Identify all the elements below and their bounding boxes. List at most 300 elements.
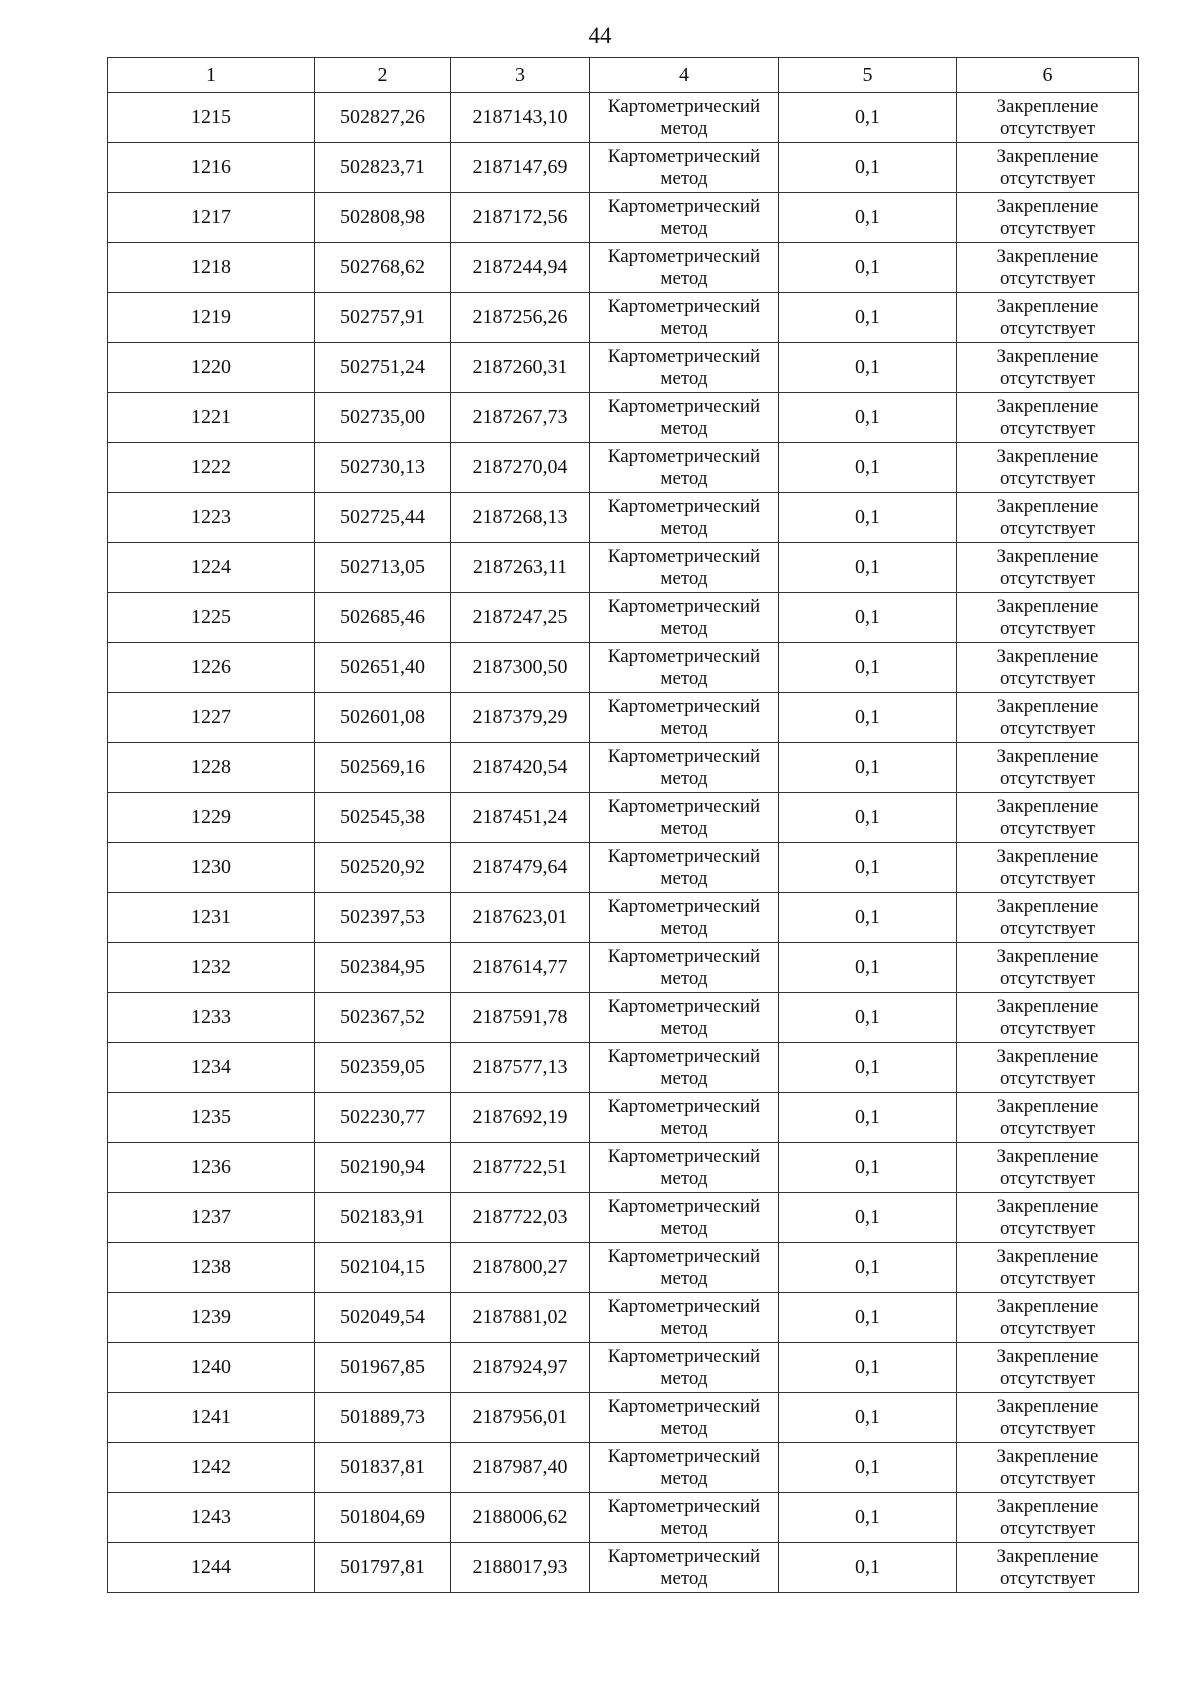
- fixing-cell: [957, 943, 1139, 993]
- table-row: [108, 293, 1139, 343]
- fixing-cell: [957, 1493, 1139, 1543]
- table-row: [108, 543, 1139, 593]
- fixing-cell-line-1: Закрепление: [996, 145, 1099, 167]
- method-cell-line-1: Картометрический: [607, 145, 761, 167]
- fixing-cell-line-1: Закрепление: [996, 1245, 1099, 1267]
- y-coordinate-cell: 2187260,31: [451, 343, 590, 393]
- accuracy-cell: 0,1: [779, 543, 957, 593]
- point-number-cell: 1230: [108, 843, 315, 893]
- method-cell: [590, 1393, 779, 1443]
- method-cell-line-2: метод: [660, 867, 708, 889]
- method-cell-line-2: метод: [660, 817, 708, 839]
- method-cell-line-1: Картометрический: [607, 345, 761, 367]
- method-cell-line-1: Картометрический: [607, 195, 761, 217]
- y-coordinate-cell: 2187451,24: [451, 793, 590, 843]
- column-header-2: 2: [315, 58, 451, 93]
- x-coordinate-cell: 502757,91: [315, 293, 451, 343]
- method-cell-line-1: Картометрический: [607, 1145, 761, 1167]
- table-row: [108, 493, 1139, 543]
- accuracy-cell: 0,1: [779, 93, 957, 143]
- fixing-cell-line-1: Закрепление: [996, 95, 1099, 117]
- method-cell-line-2: метод: [660, 1367, 708, 1389]
- y-coordinate-cell: 2187263,11: [451, 543, 590, 593]
- method-cell-line-2: метод: [660, 667, 708, 689]
- point-number-cell: 1229: [108, 793, 315, 843]
- fixing-cell-line-1: Закрепление: [996, 695, 1099, 717]
- fixing-cell-line-1: Закрепление: [996, 195, 1099, 217]
- fixing-cell-line-2: отсутствует: [999, 617, 1096, 639]
- fixing-cell-line-2: отсутствует: [999, 1417, 1096, 1439]
- column-header-1: 1: [108, 58, 315, 93]
- point-number-cell: 1227: [108, 693, 315, 743]
- fixing-cell-line-1: Закрепление: [996, 545, 1099, 567]
- method-cell-line-1: Картометрический: [607, 1345, 761, 1367]
- method-cell-line-2: метод: [660, 1217, 708, 1239]
- point-number-cell: 1235: [108, 1093, 315, 1143]
- coordinates-table: [107, 57, 1139, 1593]
- method-cell: [590, 993, 779, 1043]
- table-row: [108, 1293, 1139, 1343]
- method-cell: [590, 1443, 779, 1493]
- method-cell-line-1: Картометрический: [607, 1195, 761, 1217]
- method-cell: [590, 793, 779, 843]
- method-cell-line-1: Картометрический: [607, 845, 761, 867]
- method-cell-line-1: Картометрический: [607, 1045, 761, 1067]
- method-cell-line-1: Картометрический: [607, 295, 761, 317]
- table-row: [108, 393, 1139, 443]
- method-cell-line-2: метод: [660, 467, 708, 489]
- accuracy-cell: 0,1: [779, 893, 957, 943]
- point-number-cell: 1244: [108, 1543, 315, 1593]
- point-number-cell: 1223: [108, 493, 315, 543]
- x-coordinate-cell: 502685,46: [315, 593, 451, 643]
- fixing-cell-line-2: отсутствует: [999, 1217, 1096, 1239]
- method-cell: [590, 493, 779, 543]
- method-cell-line-1: Картометрический: [607, 745, 761, 767]
- fixing-cell: [957, 293, 1139, 343]
- table-row: [108, 693, 1139, 743]
- table-row: [108, 1443, 1139, 1493]
- method-cell-line-1: Картометрический: [607, 395, 761, 417]
- y-coordinate-cell: 2187722,03: [451, 1193, 590, 1243]
- table-row: [108, 1343, 1139, 1393]
- x-coordinate-cell: 502768,62: [315, 243, 451, 293]
- table-row: [108, 343, 1139, 393]
- method-cell-line-2: метод: [660, 217, 708, 239]
- x-coordinate-cell: 502230,77: [315, 1093, 451, 1143]
- fixing-cell-line-2: отсутствует: [999, 317, 1096, 339]
- method-cell-line-2: метод: [660, 717, 708, 739]
- fixing-cell: [957, 1443, 1139, 1493]
- fixing-cell-line-1: Закрепление: [996, 395, 1099, 417]
- accuracy-cell: 0,1: [779, 1093, 957, 1143]
- fixing-cell-line-1: Закрепление: [996, 1195, 1099, 1217]
- fixing-cell-line-2: отсутствует: [999, 117, 1096, 139]
- method-cell-line-2: метод: [660, 1117, 708, 1139]
- method-cell-line-1: Картометрический: [607, 1395, 761, 1417]
- fixing-cell: [957, 1193, 1139, 1243]
- fixing-cell-line-1: Закрепление: [996, 1545, 1099, 1567]
- accuracy-cell: 0,1: [779, 743, 957, 793]
- method-cell-line-1: Картометрический: [607, 1295, 761, 1317]
- table-body: [108, 93, 1139, 1593]
- accuracy-cell: 0,1: [779, 1443, 957, 1493]
- y-coordinate-cell: 2187172,56: [451, 193, 590, 243]
- fixing-cell-line-2: отсутствует: [999, 567, 1096, 589]
- point-number-cell: 1239: [108, 1293, 315, 1343]
- method-cell-line-1: Картометрический: [607, 1245, 761, 1267]
- y-coordinate-cell: 2187479,64: [451, 843, 590, 893]
- method-cell: [590, 1043, 779, 1093]
- fixing-cell-line-1: Закрепление: [996, 1045, 1099, 1067]
- fixing-cell-line-2: отсутствует: [999, 467, 1096, 489]
- method-cell-line-2: метод: [660, 767, 708, 789]
- method-cell-line-1: Картометрический: [607, 945, 761, 967]
- x-coordinate-cell: 502735,00: [315, 393, 451, 443]
- y-coordinate-cell: 2187143,10: [451, 93, 590, 143]
- method-cell-line-2: метод: [660, 517, 708, 539]
- x-coordinate-cell: 502190,94: [315, 1143, 451, 1193]
- fixing-cell: [957, 1043, 1139, 1093]
- method-cell-line-1: Картометрический: [607, 895, 761, 917]
- column-header-6: 6: [957, 58, 1139, 93]
- fixing-cell: [957, 643, 1139, 693]
- fixing-cell-line-2: отсутствует: [999, 1317, 1096, 1339]
- fixing-cell-line-2: отсутствует: [999, 1517, 1096, 1539]
- accuracy-cell: 0,1: [779, 293, 957, 343]
- column-header-4: 4: [590, 58, 779, 93]
- method-cell: [590, 93, 779, 143]
- fixing-cell-line-1: Закрепление: [996, 995, 1099, 1017]
- method-cell-line-2: метод: [660, 1267, 708, 1289]
- x-coordinate-cell: 502713,05: [315, 543, 451, 593]
- x-coordinate-cell: 501967,85: [315, 1343, 451, 1393]
- y-coordinate-cell: 2187881,02: [451, 1293, 590, 1343]
- table-row: [108, 1393, 1139, 1443]
- column-header-3: 3: [451, 58, 590, 93]
- header-row: [108, 58, 1139, 93]
- y-coordinate-cell: 2187268,13: [451, 493, 590, 543]
- accuracy-cell: 0,1: [779, 643, 957, 693]
- fixing-cell-line-1: Закрепление: [996, 1095, 1099, 1117]
- page-number: 44: [588, 23, 612, 48]
- method-cell: [590, 293, 779, 343]
- accuracy-cell: 0,1: [779, 1293, 957, 1343]
- method-cell-line-1: Картометрический: [607, 595, 761, 617]
- y-coordinate-cell: 2187247,25: [451, 593, 590, 643]
- method-cell: [590, 1143, 779, 1193]
- y-coordinate-cell: 2187924,97: [451, 1343, 590, 1393]
- fixing-cell: [957, 93, 1139, 143]
- accuracy-cell: 0,1: [779, 1393, 957, 1443]
- y-coordinate-cell: 2188017,93: [451, 1543, 590, 1593]
- table-row: [108, 743, 1139, 793]
- table-row: [108, 943, 1139, 993]
- fixing-cell-line-2: отсутствует: [999, 717, 1096, 739]
- y-coordinate-cell: 2187420,54: [451, 743, 590, 793]
- fixing-cell-line-1: Закрепление: [996, 345, 1099, 367]
- fixing-cell-line-2: отсутствует: [999, 367, 1096, 389]
- method-cell-line-2: метод: [660, 1017, 708, 1039]
- y-coordinate-cell: 2187244,94: [451, 243, 590, 293]
- method-cell: [590, 193, 779, 243]
- table-row: [108, 1093, 1139, 1143]
- x-coordinate-cell: 501804,69: [315, 1493, 451, 1543]
- fixing-cell-line-2: отсутствует: [999, 1017, 1096, 1039]
- x-coordinate-cell: 502601,08: [315, 693, 451, 743]
- fixing-cell-line-1: Закрепление: [996, 795, 1099, 817]
- point-number-cell: 1243: [108, 1493, 315, 1543]
- x-coordinate-cell: 502545,38: [315, 793, 451, 843]
- x-coordinate-cell: 502359,05: [315, 1043, 451, 1093]
- fixing-cell-line-1: Закрепление: [996, 1145, 1099, 1167]
- method-cell: [590, 1493, 779, 1543]
- point-number-cell: 1226: [108, 643, 315, 693]
- fixing-cell-line-1: Закрепление: [996, 945, 1099, 967]
- y-coordinate-cell: 2187267,73: [451, 393, 590, 443]
- accuracy-cell: 0,1: [779, 343, 957, 393]
- accuracy-cell: 0,1: [779, 393, 957, 443]
- x-coordinate-cell: 502823,71: [315, 143, 451, 193]
- method-cell-line-2: метод: [660, 1317, 708, 1339]
- fixing-cell: [957, 593, 1139, 643]
- method-cell-line-1: Картометрический: [607, 1445, 761, 1467]
- method-cell-line-1: Картометрический: [607, 445, 761, 467]
- fixing-cell-line-2: отсутствует: [999, 267, 1096, 289]
- fixing-cell-line-1: Закрепление: [996, 1495, 1099, 1517]
- fixing-cell-line-2: отсутствует: [999, 1567, 1096, 1589]
- fixing-cell: [957, 493, 1139, 543]
- table-row: [108, 443, 1139, 493]
- fixing-cell-line-2: отсутствует: [999, 1067, 1096, 1089]
- point-number-cell: 1232: [108, 943, 315, 993]
- method-cell-line-2: метод: [660, 367, 708, 389]
- fixing-cell-line-2: отсутствует: [999, 167, 1096, 189]
- point-number-cell: 1234: [108, 1043, 315, 1093]
- method-cell-line-1: Картометрический: [607, 795, 761, 817]
- method-cell-line-1: Картометрический: [607, 1095, 761, 1117]
- fixing-cell-line-2: отсутствует: [999, 817, 1096, 839]
- point-number-cell: 1220: [108, 343, 315, 393]
- method-cell: [590, 943, 779, 993]
- fixing-cell-line-2: отсутствует: [999, 1467, 1096, 1489]
- y-coordinate-cell: 2187577,13: [451, 1043, 590, 1093]
- fixing-cell: [957, 143, 1139, 193]
- table-row: [108, 893, 1139, 943]
- method-cell: [590, 1293, 779, 1343]
- method-cell: [590, 1243, 779, 1293]
- accuracy-cell: 0,1: [779, 693, 957, 743]
- fixing-cell-line-1: Закрепление: [996, 595, 1099, 617]
- fixing-cell-line-2: отсутствует: [999, 417, 1096, 439]
- method-cell-line-1: Картометрический: [607, 1495, 761, 1517]
- x-coordinate-cell: 502808,98: [315, 193, 451, 243]
- y-coordinate-cell: 2187270,04: [451, 443, 590, 493]
- fixing-cell: [957, 1293, 1139, 1343]
- method-cell: [590, 693, 779, 743]
- fixing-cell-line-2: отсутствует: [999, 1167, 1096, 1189]
- method-cell-line-2: метод: [660, 1067, 708, 1089]
- method-cell: [590, 343, 779, 393]
- point-number-cell: 1218: [108, 243, 315, 293]
- method-cell-line-1: Картометрический: [607, 695, 761, 717]
- fixing-cell-line-2: отсутствует: [999, 517, 1096, 539]
- method-cell-line-1: Картометрический: [607, 645, 761, 667]
- point-number-cell: 1241: [108, 1393, 315, 1443]
- fixing-cell-line-1: Закрепление: [996, 895, 1099, 917]
- y-coordinate-cell: 2187692,19: [451, 1093, 590, 1143]
- method-cell-line-1: Картометрический: [607, 545, 761, 567]
- accuracy-cell: 0,1: [779, 193, 957, 243]
- table-row: [108, 843, 1139, 893]
- method-cell-line-2: метод: [660, 267, 708, 289]
- table-row: [108, 1143, 1139, 1193]
- x-coordinate-cell: 501889,73: [315, 1393, 451, 1443]
- table-row: [108, 93, 1139, 143]
- fixing-cell: [957, 743, 1139, 793]
- fixing-cell-line-1: Закрепление: [996, 295, 1099, 317]
- method-cell: [590, 443, 779, 493]
- fixing-cell-line-1: Закрепление: [996, 1445, 1099, 1467]
- fixing-cell: [957, 1543, 1139, 1593]
- method-cell-line-2: метод: [660, 617, 708, 639]
- y-coordinate-cell: 2187623,01: [451, 893, 590, 943]
- point-number-cell: 1242: [108, 1443, 315, 1493]
- fixing-cell-line-2: отсутствует: [999, 767, 1096, 789]
- method-cell: [590, 743, 779, 793]
- method-cell-line-1: Картометрический: [607, 245, 761, 267]
- method-cell-line-2: метод: [660, 917, 708, 939]
- table-row: [108, 1493, 1139, 1543]
- point-number-cell: 1238: [108, 1243, 315, 1293]
- method-cell-line-1: Картометрический: [607, 495, 761, 517]
- fixing-cell: [957, 243, 1139, 293]
- fixing-cell-line-1: Закрепление: [996, 245, 1099, 267]
- fixing-cell-line-1: Закрепление: [996, 1395, 1099, 1417]
- fixing-cell: [957, 393, 1139, 443]
- method-cell-line-2: метод: [660, 1567, 708, 1589]
- point-number-cell: 1216: [108, 143, 315, 193]
- point-number-cell: 1240: [108, 1343, 315, 1393]
- method-cell-line-2: метод: [660, 967, 708, 989]
- accuracy-cell: 0,1: [779, 793, 957, 843]
- fixing-cell-line-2: отсутствует: [999, 967, 1096, 989]
- fixing-cell: [957, 193, 1139, 243]
- fixing-cell: [957, 1343, 1139, 1393]
- method-cell-line-1: Картометрический: [607, 1545, 761, 1567]
- y-coordinate-cell: 2187800,27: [451, 1243, 590, 1293]
- x-coordinate-cell: 502730,13: [315, 443, 451, 493]
- y-coordinate-cell: 2187956,01: [451, 1393, 590, 1443]
- x-coordinate-cell: 502397,53: [315, 893, 451, 943]
- y-coordinate-cell: 2187722,51: [451, 1143, 590, 1193]
- point-number-cell: 1231: [108, 893, 315, 943]
- accuracy-cell: 0,1: [779, 1193, 957, 1243]
- method-cell-line-1: Картометрический: [607, 995, 761, 1017]
- x-coordinate-cell: 502569,16: [315, 743, 451, 793]
- column-header-5: 5: [779, 58, 957, 93]
- y-coordinate-cell: 2187379,29: [451, 693, 590, 743]
- table-row: [108, 993, 1139, 1043]
- x-coordinate-cell: 502751,24: [315, 343, 451, 393]
- accuracy-cell: 0,1: [779, 943, 957, 993]
- x-coordinate-cell: 502651,40: [315, 643, 451, 693]
- table-row: [108, 643, 1139, 693]
- table-row: [108, 1243, 1139, 1293]
- method-cell-line-2: метод: [660, 567, 708, 589]
- point-number-cell: 1219: [108, 293, 315, 343]
- fixing-cell-line-1: Закрепление: [996, 1345, 1099, 1367]
- table-row: [108, 193, 1139, 243]
- table-row: [108, 793, 1139, 843]
- fixing-cell-line-2: отсутствует: [999, 1267, 1096, 1289]
- fixing-cell-line-1: Закрепление: [996, 745, 1099, 767]
- fixing-cell: [957, 443, 1139, 493]
- fixing-cell: [957, 1243, 1139, 1293]
- accuracy-cell: 0,1: [779, 1143, 957, 1193]
- method-cell-line-2: метод: [660, 417, 708, 439]
- fixing-cell: [957, 1393, 1139, 1443]
- point-number-cell: 1221: [108, 393, 315, 443]
- point-number-cell: 1236: [108, 1143, 315, 1193]
- y-coordinate-cell: 2187591,78: [451, 993, 590, 1043]
- accuracy-cell: 0,1: [779, 143, 957, 193]
- method-cell-line-2: метод: [660, 1517, 708, 1539]
- fixing-cell-line-2: отсутствует: [999, 867, 1096, 889]
- fixing-cell: [957, 693, 1139, 743]
- table-row: [108, 1543, 1139, 1593]
- method-cell: [590, 1343, 779, 1393]
- fixing-cell-line-1: Закрепление: [996, 845, 1099, 867]
- fixing-cell: [957, 543, 1139, 593]
- fixing-cell-line-1: Закрепление: [996, 445, 1099, 467]
- x-coordinate-cell: 502520,92: [315, 843, 451, 893]
- fixing-cell-line-1: Закрепление: [996, 645, 1099, 667]
- fixing-cell: [957, 843, 1139, 893]
- x-coordinate-cell: 502367,52: [315, 993, 451, 1043]
- fixing-cell-line-2: отсутствует: [999, 217, 1096, 239]
- point-number-cell: 1215: [108, 93, 315, 143]
- method-cell-line-2: метод: [660, 1417, 708, 1439]
- point-number-cell: 1217: [108, 193, 315, 243]
- point-number-cell: 1225: [108, 593, 315, 643]
- fixing-cell: [957, 793, 1139, 843]
- accuracy-cell: 0,1: [779, 843, 957, 893]
- method-cell: [590, 593, 779, 643]
- accuracy-cell: 0,1: [779, 443, 957, 493]
- method-cell-line-2: метод: [660, 317, 708, 339]
- method-cell: [590, 243, 779, 293]
- fixing-cell: [957, 893, 1139, 943]
- method-cell: [590, 643, 779, 693]
- fixing-cell: [957, 1143, 1139, 1193]
- fixing-cell-line-2: отсутствует: [999, 917, 1096, 939]
- method-cell: [590, 1543, 779, 1593]
- point-number-cell: 1228: [108, 743, 315, 793]
- y-coordinate-cell: 2187987,40: [451, 1443, 590, 1493]
- fixing-cell: [957, 1093, 1139, 1143]
- accuracy-cell: 0,1: [779, 1493, 957, 1543]
- point-number-cell: 1237: [108, 1193, 315, 1243]
- accuracy-cell: 0,1: [779, 1543, 957, 1593]
- x-coordinate-cell: 502827,26: [315, 93, 451, 143]
- y-coordinate-cell: 2187300,50: [451, 643, 590, 693]
- method-cell-line-1: Картометрический: [607, 95, 761, 117]
- table-row: [108, 1193, 1139, 1243]
- y-coordinate-cell: 2187256,26: [451, 293, 590, 343]
- table-header: [108, 58, 1139, 93]
- accuracy-cell: 0,1: [779, 993, 957, 1043]
